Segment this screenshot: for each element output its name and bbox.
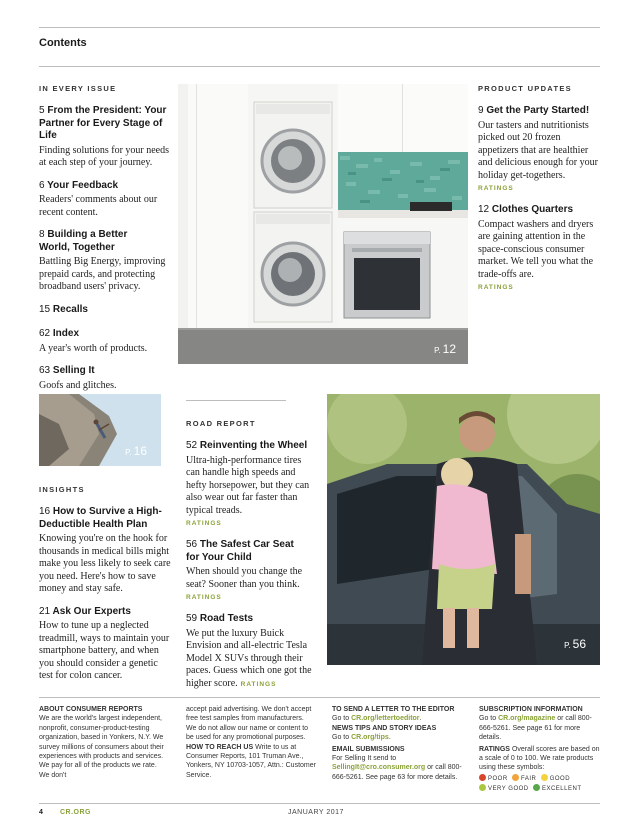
very-good-icon <box>479 784 486 791</box>
ratings-tag: RATINGS <box>186 520 222 527</box>
ratings-heading: RATINGS <box>479 745 510 753</box>
road-report-rule <box>186 400 286 401</box>
footer-rule <box>39 697 600 698</box>
page-number: 62 <box>39 328 51 339</box>
entry-title: Recalls <box>52 303 88 315</box>
climber-photo <box>39 394 161 466</box>
page-title: Contents <box>39 37 87 49</box>
subs-post: or call 800-666-5261. See page 61 for more details. <box>479 715 592 742</box>
page-number: 8 <box>39 229 45 240</box>
toc-entry[interactable] <box>186 613 316 691</box>
toc-entry[interactable] <box>39 365 169 392</box>
ratings-text: Overall scores are based on a scale of 0 to 100. We rate products using these symbols: <box>479 745 600 772</box>
reach-text: Write to us at Consumer Reports, 101 Truman Ave., Yonkers, NY 10703-1057, Attn.: Customer Service. <box>186 743 316 779</box>
symbol-poor: POOR <box>479 776 508 782</box>
toc-entry[interactable] <box>478 204 603 291</box>
entry-description: Ultra-high-performance tires can handle high speeds and hefty horsepower, but they can also wear out far faster than typical treads. <box>186 454 310 516</box>
entry-title: Building a Better World, Together <box>39 229 128 253</box>
toc-entry[interactable] <box>39 304 169 317</box>
symbol-very-good: VERY GOOD <box>479 786 529 792</box>
entry-description: We put the luxury Buick Envision and all-electric Tesla Model X SUVs through their paces. Guess which one got the higher score. <box>186 627 312 689</box>
folio-site[interactable]: CR.ORG <box>60 809 91 816</box>
contact-block <box>332 705 462 782</box>
entry-description: Our tasters and nutritionists picked out 20 frozen appetizers that are healthier and delicious enough for your holiday get-togethers. <box>478 119 598 181</box>
poor-icon <box>479 774 486 781</box>
entry-title: Reinventing the Wheel <box>199 440 308 451</box>
news-heading: NEWS TIPS AND STORY IDEAS <box>332 724 437 732</box>
fair-icon <box>512 774 519 781</box>
page-number: 9 <box>478 105 484 116</box>
car-illustration <box>327 394 600 665</box>
ratings-legend <box>479 774 603 795</box>
subs-pre: Go to <box>479 715 497 723</box>
about-continued-block <box>186 705 316 780</box>
page-label-number: 56 <box>572 637 586 651</box>
folio-page-number: 4 <box>39 809 43 816</box>
toc-entry[interactable] <box>186 539 316 601</box>
email-line: For Selling It send to <box>332 755 397 763</box>
entry-title: Get the Party Started! <box>486 105 590 116</box>
symbol-fair: FAIR <box>512 776 536 782</box>
excellent-icon <box>533 784 540 791</box>
entry-description: Knowing you're on the hook for thousands in medical bills might make you less likely to seek care you need. Here's how to save money and stay safe. <box>39 533 171 594</box>
subscription-block <box>479 705 603 795</box>
news-pre: Go to <box>332 734 350 742</box>
email-heading: EMAIL SUBMISSIONS <box>332 745 405 753</box>
section-heading: ROAD REPORT <box>186 419 256 428</box>
about-heading: ABOUT CONSUMER REPORTS <box>39 706 143 713</box>
entry-title: Road Tests <box>199 613 254 624</box>
toc-entry[interactable] <box>186 440 316 527</box>
entry-description: Goofs and glitches. <box>39 379 117 391</box>
entry-title: How to Survive a High-Deductible Health Plan <box>39 506 162 530</box>
page-number: 21 <box>39 605 51 617</box>
page-label <box>125 444 147 458</box>
car-photo <box>327 394 600 665</box>
header-rule <box>39 66 600 67</box>
entry-description: Compact washers and dryers are gaining attention in the space-conscious consumer market. We tell you what the trade-offs are. <box>478 218 594 280</box>
entry-description: A year's worth of products. <box>39 342 148 354</box>
page-label <box>434 342 456 356</box>
page-number: 56 <box>186 539 198 550</box>
about-block <box>39 705 169 780</box>
entry-title: From the President: Your Partner for Every Stage of Life <box>39 105 167 141</box>
toc-entry[interactable] <box>39 229 169 294</box>
bottom-rule <box>39 803 600 804</box>
page-number: 12 <box>478 204 490 215</box>
email-post: or call 800-666-5261. See page 63 for more details. <box>332 764 462 781</box>
subs-heading: SUBSCRIPTION INFORMATION <box>479 706 583 713</box>
page-prefix: P. <box>125 448 132 457</box>
email-link[interactable]: SellingIt@cro.consumer.org <box>332 764 426 772</box>
entry-description: Readers' comments about our recent content. <box>39 194 158 218</box>
about-text: We are the world's largest independent, nonprofit, consumer-product-testing organization, based in Yonkers, N.Y. We survey millions of consumers about their experiences with products and services. We pay for all of the products we rate. We don't <box>39 715 164 779</box>
page-prefix: P. <box>564 641 571 650</box>
toc-entry[interactable] <box>39 180 169 220</box>
folio-date: JANUARY 2017 <box>288 809 344 816</box>
toc-entry[interactable] <box>39 105 169 170</box>
product-updates-section <box>478 84 603 301</box>
symbol-good: GOOD <box>541 776 570 782</box>
laundry-photo <box>178 84 468 364</box>
entry-description: Finding solutions for your needs at each step of your journey. <box>39 144 169 168</box>
page-number: 16 <box>39 506 51 517</box>
section-heading: PRODUCT UPDATES <box>478 84 572 93</box>
section-heading: IN EVERY ISSUE <box>39 84 117 93</box>
letter-link[interactable]: CR.org/lettertoeditor <box>351 715 420 723</box>
news-link[interactable]: CR.org/tips <box>351 734 389 742</box>
in-every-issue-section <box>39 84 169 402</box>
toc-entry[interactable] <box>39 606 174 683</box>
symbol-excellent: EXCELLENT <box>533 786 582 792</box>
page-prefix: P. <box>434 346 441 355</box>
letter-heading: TO SEND A LETTER TO THE EDITOR <box>332 706 455 713</box>
news-post: . <box>388 734 391 742</box>
toc-entry[interactable] <box>39 328 169 355</box>
entry-title: Ask Our Experts <box>52 605 131 617</box>
entry-title: Your Feedback <box>47 179 119 191</box>
road-report-section <box>186 419 316 701</box>
page-number: 5 <box>39 105 45 116</box>
letter-post: . <box>419 715 422 723</box>
top-rule <box>39 27 600 28</box>
page-number: 15 <box>39 303 51 315</box>
letter-pre: Go to <box>332 715 350 723</box>
insights-section <box>39 485 174 693</box>
entry-description: Battling Big Energy, improving prepaid cards, and protecting broadband users' privacy. <box>39 256 166 292</box>
entry-title: Clothes Quarters <box>491 204 574 215</box>
ratings-tag: RATINGS <box>240 680 277 688</box>
page-label <box>564 637 586 651</box>
page-number: 52 <box>186 440 198 451</box>
entry-description: When should you change the seat? Sooner than you think. <box>186 566 303 590</box>
ratings-tag: RATINGS <box>478 185 514 192</box>
ratings-tag: RATINGS <box>478 284 514 291</box>
about-continued-text: accept paid advertising. We don't accept free test samples from manufacturers. We do not allow our name or content to be used for any promotional purposes. <box>186 706 312 742</box>
entry-title: The Safest Car Seat for Your Child <box>186 539 294 563</box>
entry-title: Index <box>52 328 80 339</box>
toc-entry[interactable] <box>39 506 174 596</box>
ratings-tag: RATINGS <box>186 594 222 601</box>
entry-title: Selling It <box>52 365 95 376</box>
page-label-number: 16 <box>133 444 147 458</box>
entry-description: How to tune up a neglected treadmill, ways to maintain your smartphone battery, and when you should consider a genetic test for colon cancer. <box>39 620 170 681</box>
toc-entry[interactable] <box>478 105 603 192</box>
subs-link[interactable]: CR.org/magazine <box>498 715 556 723</box>
good-icon <box>541 774 548 781</box>
laundry-illustration <box>178 84 468 364</box>
reach-heading: HOW TO REACH US <box>186 743 254 751</box>
section-heading: INSIGHTS <box>39 485 85 494</box>
page-label-number: 12 <box>442 342 456 356</box>
page-number: 63 <box>39 365 51 376</box>
page-number: 6 <box>39 179 45 191</box>
page-number: 59 <box>186 613 198 624</box>
